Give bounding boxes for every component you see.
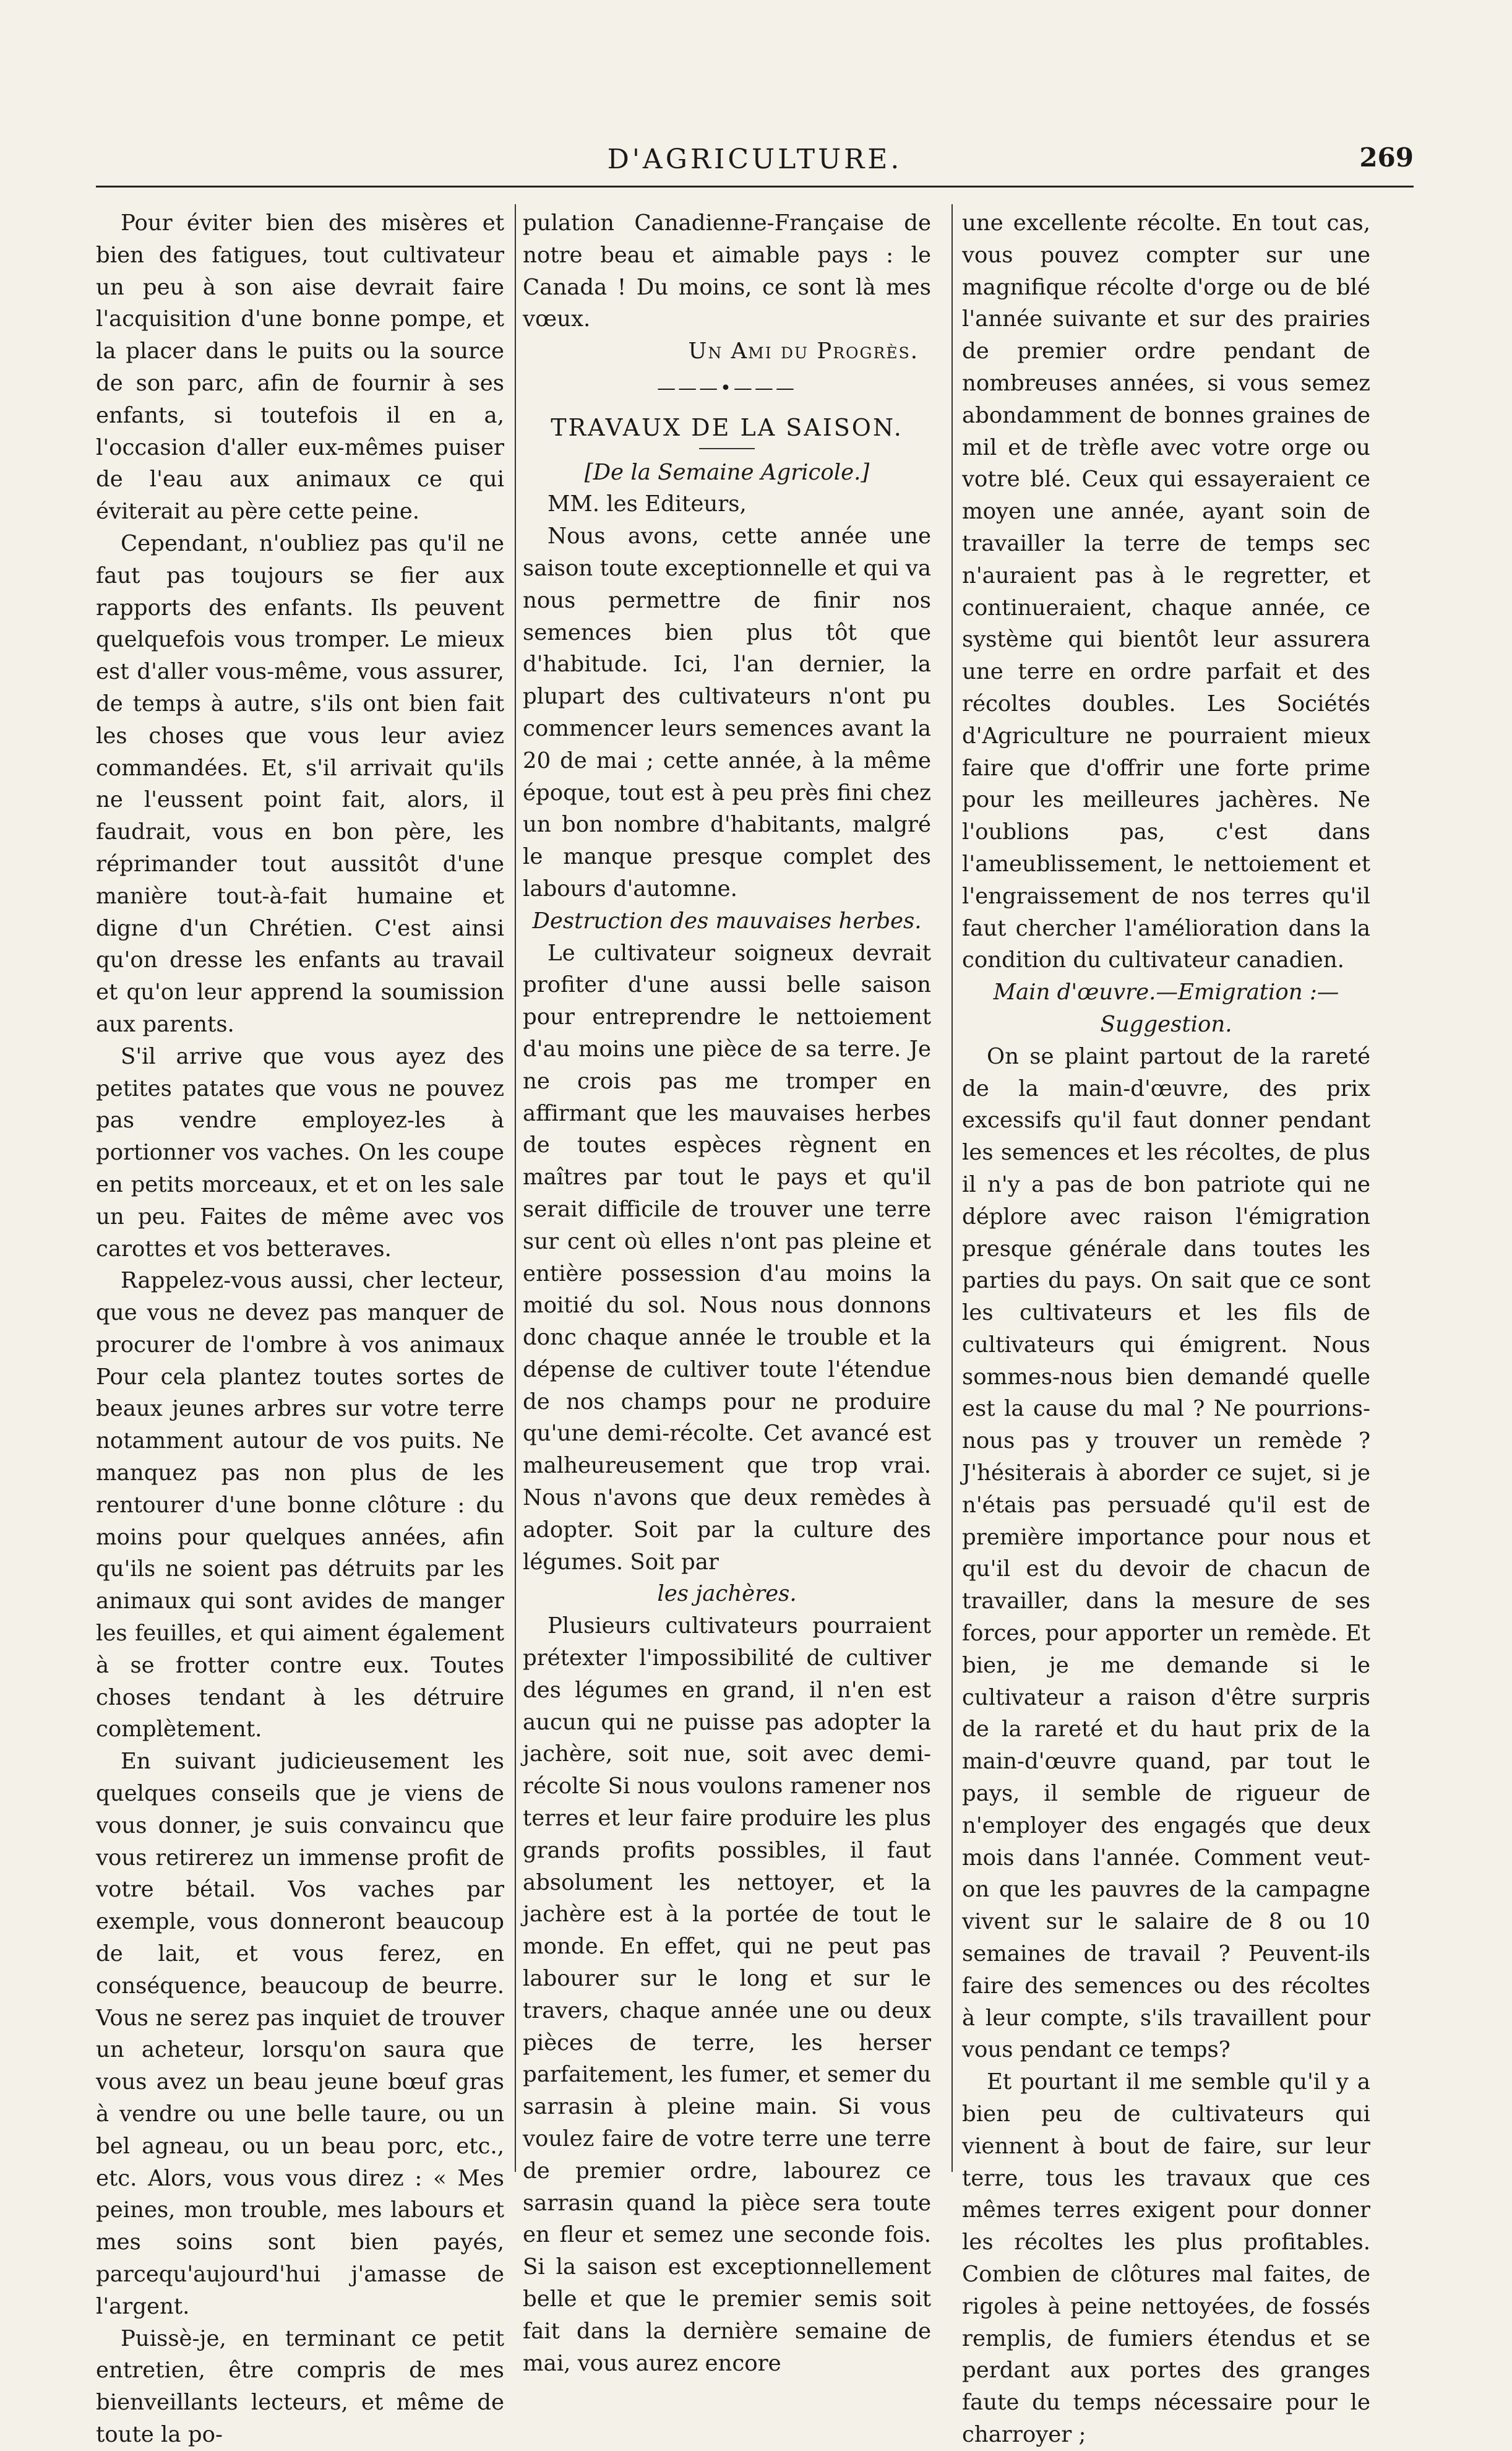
page-header	[96, 130, 1414, 187]
subheading: Suggestion.	[1100, 1011, 1232, 1037]
signature: Un Ami du Progrès.	[688, 338, 919, 364]
column-divider-left	[515, 204, 516, 2172]
page-number: 269	[1359, 142, 1414, 173]
paragraph: pulation Canadienne-Française de notre beau et aimable pays : le Canada ! Du moins, ce sont là mes vœux.	[523, 210, 931, 332]
paragraph: On se plaint partout de la rareté de la main-d'œuvre, des prix excessifs qu'il faut donner pendant les semences et les récoltes, de plus il n'y a pas de bon patriote qui ne déplore avec raison l'émigration presque générale dans toutes les parties du pays. On sait que ce sont les cultivateurs et les fils de cultivateurs qui émigrent. Nous sommes-nous bien demandé quelle est la cause du mal ? Ne pourrions-nous pas y trouver un remède ? J'hésiterais à aborder ce sujet, si je n'étais pas persuadé qu'il est de première importance pour nous et qu'il est du devoir de chacun de travailler, dans la mesure de ses forces, pour apporter un remède. Et bien, je me demande si le cultivateur a raison d'être surpris de la rareté et du haut prix de la main-d'œuvre quand, par tout le pays, il semble de rigueur de n'employer des engagés que deux mois dans l'année. Comment veut-on que les pauvres de la campagne vivent sur le salaire de 8 ou 10 semaines de travail ? Peuvent-ils faire des semences ou des récoltes à leur compte, s'ils travaillent pour vous pendant ce temps?	[962, 1043, 1370, 2063]
subheading: Main d'œuvre.—Emigration :—	[993, 980, 1339, 1006]
paragraph: Plusieurs cultivateurs pourraient prétexter l'impossibilité de cultiver des légumes en grand, il n'en est aucun qui ne puisse pas adopter la jachère, soit nue, soit avec demi-récolte Si nous voulons ramener nos terres et leur faire produire les plus grands profits possibles, il faut absolument les nettoyer, et la jachère est à la portée de tout le monde. En effet, qui ne peut pas labourer sur le long et sur le travers, chaque année une ou deux pièces de terre, les herser parfaitement, les fumer, et semer du sarrasin à pleine main. Si vous voulez faire de votre terre une terre de premier ordre, labourez ce sarrasin quand la pièce sera toute en fleur et semez une seconde fois. Si la saison est exceptionnellement belle et que le premier semis soit fait dans la dernière semaine de mai, vous aurez encore	[523, 1613, 931, 2376]
paragraph: Puissè-je, en terminant ce petit entretien, être compris de mes bienveillants lecteurs, et même de toute la po-	[96, 2325, 504, 2447]
ornamental-rule: ———•———	[657, 377, 797, 399]
running-head: D'AGRICULTURE.	[607, 144, 903, 175]
column-3	[962, 207, 1370, 2447]
subheading: Destruction des mauvaises herbes.	[532, 908, 922, 934]
paragraph: Nous avons, cette année une saison toute exceptionnelle et qui va nous permettre de finir nos semences bien plus tôt que d'habitude. Ici, l'an dernier, la plupart des cultivateurs n'ont pu commencer leurs semences avant la 20 de mai ; cette année, à la même époque, tout est à peu près fini chez un bon nombre d'habitants, malgré le manque presque complet des labours d'automne.	[523, 523, 931, 902]
paragraph: S'il arrive que vous ayez des petites patates que vous ne pouvez pas vendre employez-les à portionner vos vaches. On les coupe en petits morceaux, et et on les sale un peu. Faites de même avec vos carottes et vos betteraves.	[96, 1043, 504, 1262]
column-divider-right	[951, 204, 953, 2172]
column-1	[96, 207, 504, 2447]
paragraph: Le cultivateur soigneux devrait profiter d'une aussi belle saison pour entreprendre le nettoiement d'au moins une pièce de sa terre. Je ne crois pas me tromper en affirmant que les mauvaises herbes de toutes espèces règnent en maîtres par tout le pays et qu'il serait difficile de trouver une terre sur cent où elles n'ont pas pleine et entière possession d'au moins la moitié du sol. Nous nous donnons donc chaque année le trouble et la dépense de cultiver toute l'étendue de nos champs pour ne produire qu'une demi-récolte. Cet avancé est malheureusement que trop vrai. Nous n'avons que deux remèdes à adopter. Soit par la culture des légumes. Soit par	[523, 940, 931, 1575]
paragraph: En suivant judicieusement les quelques conseils que je viens de vous donner, je suis convaincu que vous retirerez un immense profit de votre bétail. Vos vaches par exemple, vous donneront beaucoup de lait, et vous ferez, en conséquence, beaucoup de beurre. Vous ne serez pas inquiet de trouver un acheteur, lorsqu'on saura que vous avez un beau jeune bœuf gras à vendre ou une belle taure, ou un bel agneau, ou un beau porc, etc., etc. Alors, vous vous direz : « Mes peines, mon trouble, mes labours et mes soins sont bien payés, parcequ'aujourd'hui j'amasse de l'argent.	[96, 1749, 504, 2319]
subheading: les jachères.	[657, 1581, 797, 1607]
short-rule	[699, 448, 755, 449]
section-title: TRAVAUX DE LA SAISON.	[551, 413, 903, 441]
paragraph: Pour éviter bien des misères et bien des fatigues, tout cultivateur un peu à son aise devrait faire l'acquisition d'une bonne pompe, et la placer dans le puits ou la source de son parc, afin de fournir à ses enfants, si toutefois il en a, l'occasion d'aller eux-mêmes puiser de l'eau aux animaux ce qui éviterait au père cette peine.	[96, 210, 504, 525]
paragraph: une excellente récolte. En tout cas, vous pouvez compter sur une magnifique récolte d'orge ou de blé l'année suivante et sur des prairies de premier ordre pendant de nombreuses années, si vous semez abondamment de bonnes graines de mil et de trèfle avec votre orge ou votre blé. Ceux qui essayeraient ce moyen une année, ayant soin de travailler la terre de temps sec n'auraient pas à le regretter, et continueraient, chaque année, ce système qui bientôt leur assurera une terre en ordre parfait et des récoltes doubles. Les Sociétés d'Agriculture ne pourraient mieux faire que d'offrir une forte prime pour les meilleures jachères. Ne l'oublions pas, c'est dans l'ameublissement, le nettoiement et l'engraissement de nos terres qu'il faut chercher l'amélioration dans la condition du cultivateur canadien.	[962, 210, 1370, 973]
column-2	[523, 207, 931, 2376]
source-note: [De la Semaine Agricole.]	[584, 459, 870, 485]
paragraph: Et pourtant il me semble qu'il y a bien peu de cultivateurs qui viennent à bout de faire, sur leur terre, tous les travaux que ces mêmes terres exigent pour donner les récoltes les plus profitables. Combien de clôtures mal faites, de rigoles à peine nettoyées, de fossés remplis, de fumiers étendus et se perdant aux portes des granges faute du temps nécessaire pour le charroyer ;	[962, 2069, 1370, 2447]
paragraph: Cependant, n'oubliez pas qu'il ne faut pas toujours se fier aux rapports des enfants. Ils peuvent quelquefois vous tromper. Le mieux est d'aller vous-même, vous assurer, de temps à autre, s'ils ont bien fait les choses que vous leur aviez commandées. Et, s'il arrivait qu'ils ne l'eussent point fait, alors, il faudrait, vous en bon père, les réprimander tout aussitôt d'une manière tout-à-fait humaine et digne d'un Chrétien. C'est ainsi qu'on dresse les enfants au travail et qu'on leur apprend la soumission aux parents.	[96, 530, 504, 1037]
paragraph: Rappelez-vous aussi, cher lecteur, que vous ne devez pas manquer de procurer de l'ombre à vos animaux Pour cela plantez toutes sortes de beaux jeunes arbres sur votre terre notamment autour de vos puits. Ne manquez pas non plus de les rentourer d'une bonne clôture : du moins pour quelques années, afin qu'ils ne soient pas détruits par les animaux qui sont avides de manger les feuilles, et qui aiment également à se frotter contre eux. Toutes choses tendant à les détruire complètement.	[96, 1268, 504, 1742]
salutation: MM. les Editeurs,	[548, 491, 747, 517]
